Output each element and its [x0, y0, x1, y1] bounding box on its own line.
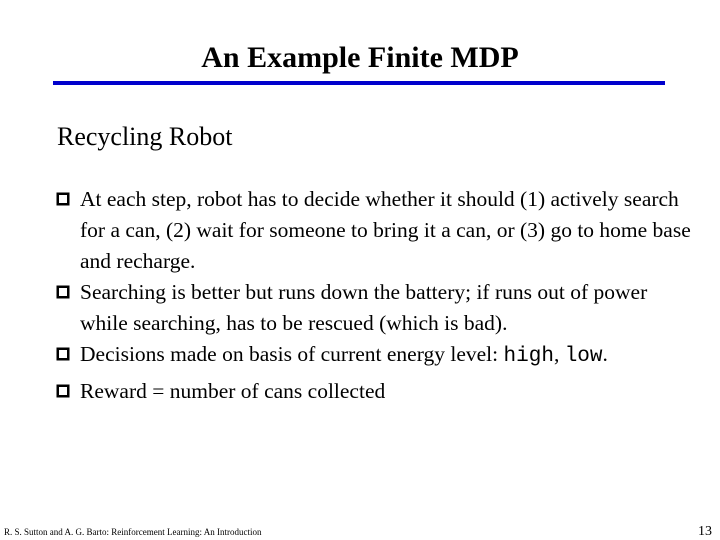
energy-level-low: low [564, 345, 603, 368]
bullet-item [56, 184, 696, 277]
bullet-item [56, 339, 696, 372]
bullet-list [56, 184, 696, 407]
square-bullet-icon [56, 384, 70, 398]
bullet-end: . [602, 342, 608, 366]
bullet-item [56, 376, 696, 407]
slide-title: An Example Finite MDP [201, 41, 519, 74]
page-number: 13 [698, 524, 712, 539]
footer-credit: R. S. Sutton and A. G. Barto: Reinforcement Learning: An Introduction [4, 527, 262, 537]
bullet-item [56, 277, 696, 339]
title-divider [53, 81, 665, 85]
square-bullet-icon [56, 285, 70, 299]
square-bullet-icon [56, 192, 70, 206]
bullet-text: Decisions made on basis of current energy level: [80, 342, 504, 366]
bullet-text: Searching is better but runs down the battery; if runs out of power while searching, has to be rescued (which is bad). [80, 280, 648, 335]
bullet-text: At each step, robot has to decide whether it should (1) actively search for a can, (2) wait for someone to bring it a can, or (3) go to home base and recharge. [80, 187, 691, 273]
energy-level-high: high [503, 345, 554, 368]
square-bullet-icon [56, 347, 70, 361]
bullet-text: Reward = number of cans collected [80, 379, 386, 403]
bullet-separator: , [553, 342, 565, 366]
slide-subheading: Recycling Robot [57, 122, 233, 151]
